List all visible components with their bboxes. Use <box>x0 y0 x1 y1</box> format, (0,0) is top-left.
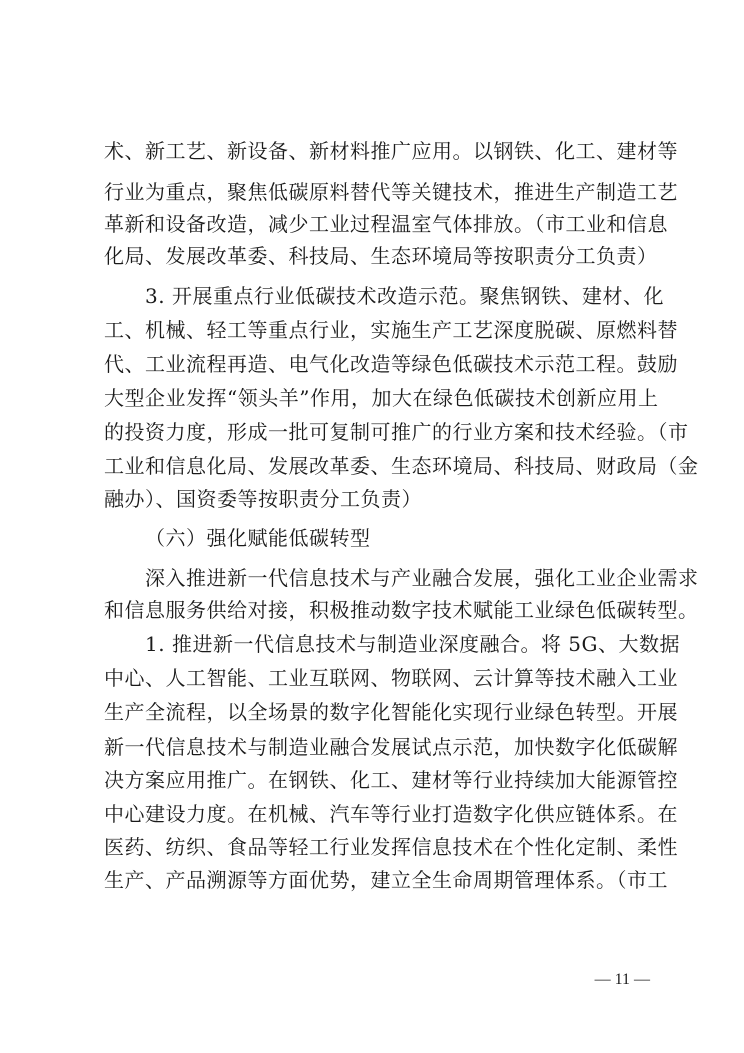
body-text-line: 术、新工艺、新设备、新材料推广应用。以钢铁、化工、建材等 <box>104 139 678 163</box>
body-text-line: 行业为重点，聚焦低碳原料替代等关键技术，推进生产制造工艺 <box>104 180 678 204</box>
body-text-line: 大型企业发挥“领头羊”作用，加大在绿色低碳技术创新应用上 <box>104 386 659 410</box>
body-text-line: 深入推进新一代信息技术与产业融合发展，强化工业企业需求 <box>145 566 699 590</box>
body-text-line: 工业和信息化局、发展改革委、生态环境局、科技局、财政局（金 <box>104 454 699 478</box>
body-text-line: 决方案应用推广。在钢铁、化工、建材等行业持续加大能源管控 <box>104 768 678 792</box>
body-text-line: 工、机械、轻工等重点行业，实施生产工艺深度脱碳、原燃料替 <box>104 318 678 342</box>
body-text-line: 和信息服务供给对接，积极推动数字技术赋能工业绿色低碳转型。 <box>104 598 699 622</box>
section-heading: （六）强化赋能低碳转型 <box>145 526 371 550</box>
body-text-line: 3. 开展重点行业低碳技术改造示范。聚焦钢铁、建材、化 <box>145 284 664 308</box>
body-text-line: 化局、发展改革委、科技局、生态环境局等按职责分工负责） <box>104 244 658 268</box>
body-text-line: 融办）、国资委等按职责分工负责） <box>104 487 422 511</box>
body-text-line: 医药、纺织、食品等轻工行业发挥信息技术在个性化定制、柔性 <box>104 835 678 859</box>
body-text-line: 生产、产品溯源等方面优势，建立全生命周期管理体系。（市工 <box>104 868 668 892</box>
body-text-line: 生产全流程，以全场景的数字化智能化实现行业绿色转型。开展 <box>104 700 678 724</box>
body-text-line: 的投资力度，形成一批可复制可推广的行业方案和技术经验。（市 <box>104 420 689 444</box>
body-text-line: 中心、人工智能、工业互联网、物联网、云计算等技术融入工业 <box>104 666 678 690</box>
body-text-line: 1. 推进新一代信息技术与制造业深度融合。将 5G、大数据 <box>145 632 680 656</box>
body-text-line: 中心建设力度。在机械、汽车等行业打造数字化供应链体系。在 <box>104 802 678 826</box>
body-text-line: 代、工业流程再造、电气化改造等绿色低碳技术示范工程。鼓励 <box>104 352 678 376</box>
body-text-line: 革新和设备改造，减少工业过程温室气体排放。（市工业和信息 <box>104 212 668 236</box>
page-number: — 11 — <box>594 971 650 988</box>
body-text-line: 新一代信息技术与制造业融合发展试点示范，加快数字化低碳解 <box>104 735 678 759</box>
